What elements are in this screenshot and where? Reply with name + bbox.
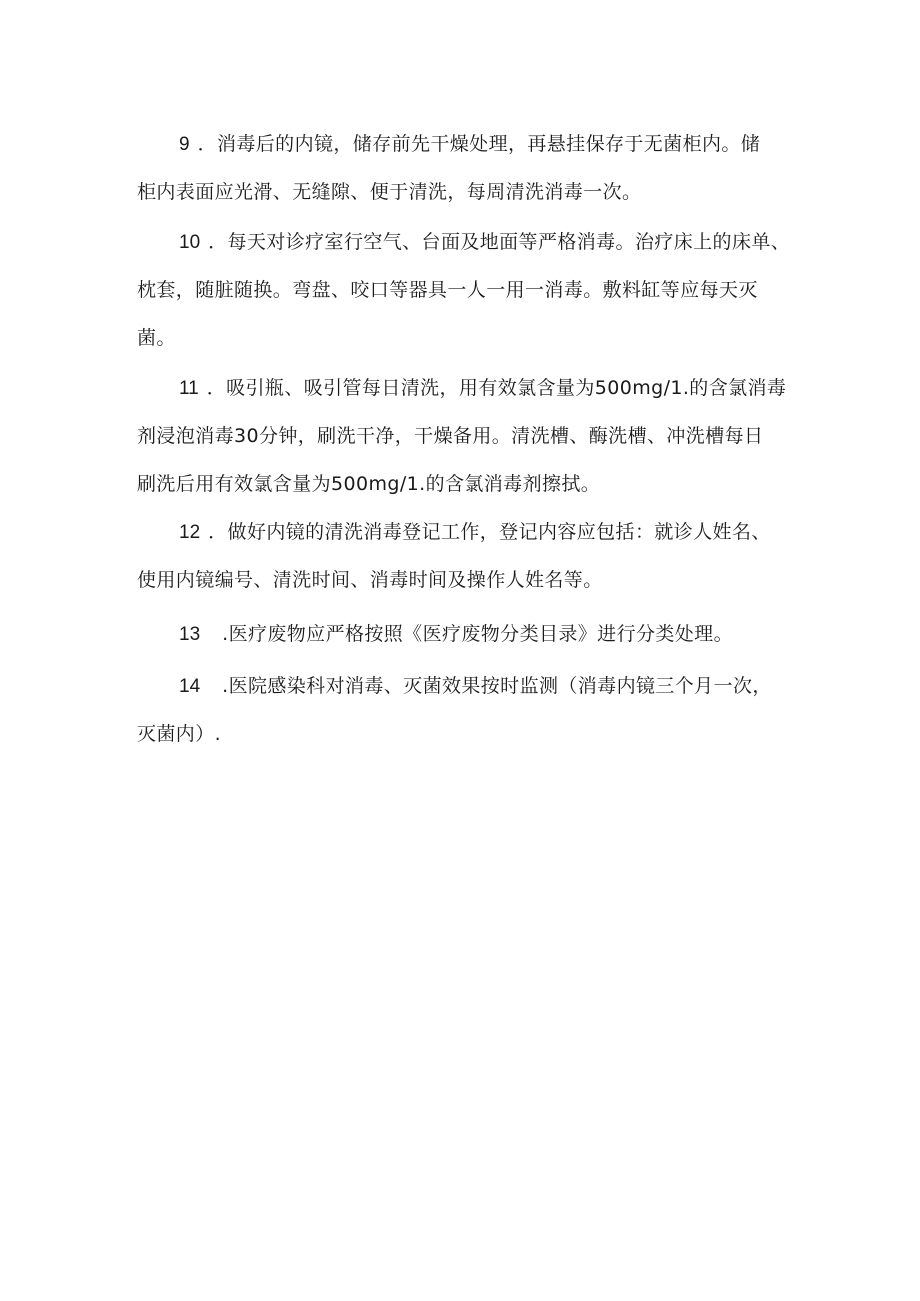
list-item-11: [137, 364, 797, 508]
item-number: 11: [179, 378, 199, 399]
item-text-line: .医院感染科对消毒、灭菌效果按时监测（消毒内镜三个月一次，: [222, 675, 772, 697]
item-text-line: ．做好内镜的清洗消毒登记工作，登记内容应包括：就诊人姓名、: [208, 521, 771, 543]
item-text-line: 使用内镜编号、清洗时间、消毒时间及操作人姓名等。: [137, 569, 603, 591]
item-number: 12: [179, 522, 201, 543]
item-text-line: 剂浸泡消毒30分钟，刷洗干净，干燥备用。清洗槽、酶洗槽、冲洗槽每日: [137, 425, 764, 447]
list-item-14: [137, 662, 797, 758]
item-number: 10: [179, 232, 201, 253]
list-item-10: [137, 218, 797, 362]
item-text-line: ．消毒后的内镜，储存前先干燥处理，再悬挂保存于无菌柜内。储: [197, 133, 761, 155]
item-text-line: 刷洗后用有效氯含量为500mg∕1.的含氯消毒剂擦拭。: [137, 473, 601, 495]
list-item-12: [137, 508, 797, 604]
item-number: 9: [179, 134, 190, 155]
list-item-9: [137, 120, 797, 216]
item-text-line: 柜内表面应光滑、无缝隙、便于清洗，每周清洗消毒一次。: [137, 181, 642, 203]
list-item-13: [137, 610, 797, 658]
item-text-line: ．每天对诊疗室行空气、台面及地面等严格消毒。治疗床上的床单、: [208, 231, 791, 253]
item-text-line: ．吸引瓶、吸引管每日清洗，用有效氯含量为500mg∕1.的含氯消毒: [206, 377, 787, 399]
item-text-line: 菌。: [137, 327, 176, 349]
item-text-line: 枕套，随脏随换。弯盘、咬口等器具一人一用一消毒。敷料缸等应每天灭: [137, 279, 758, 301]
item-number: 14: [179, 676, 201, 697]
item-text-line: .医疗废物应严格按照《医疗废物分类目录》进行分类处理。: [222, 623, 733, 645]
item-text-line: 灭菌内）.: [137, 723, 222, 745]
item-number: 13: [179, 624, 201, 645]
